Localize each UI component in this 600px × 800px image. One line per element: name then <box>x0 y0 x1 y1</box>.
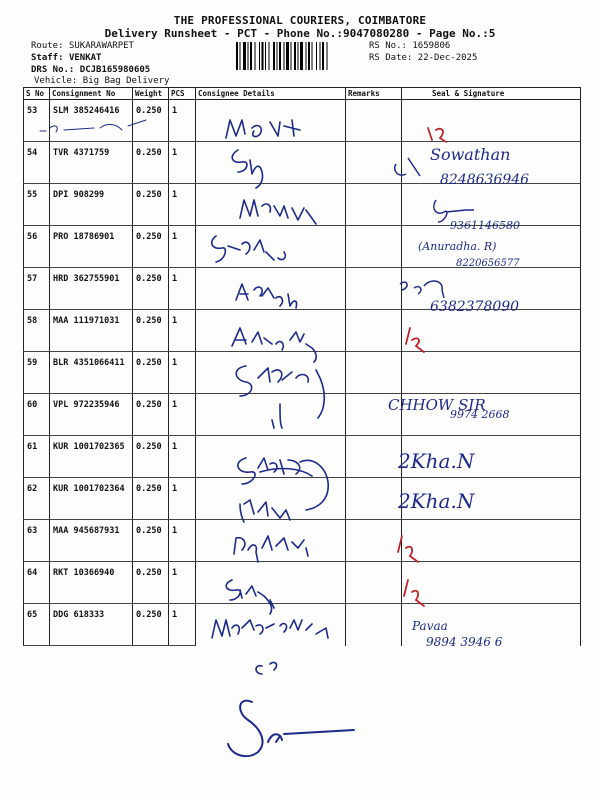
col-seal: Seal & Signature <box>402 88 581 100</box>
cell-sno: 63 <box>24 520 50 562</box>
cell-consignee <box>196 562 346 604</box>
cell-consignee <box>196 100 346 142</box>
cell-consignment: RKT 10366940 <box>50 562 133 604</box>
runsheet-title: Delivery Runsheet - PCT - Phone No.:9047080280 - Page No.:5 <box>104 27 496 40</box>
cell-consignee <box>196 352 346 394</box>
cell-consignee <box>196 604 346 646</box>
table-row <box>24 352 581 394</box>
cell-consignment: MAA 111971031 <box>50 310 133 352</box>
cell-remarks <box>346 436 402 478</box>
col-pcs: PCS <box>169 88 196 100</box>
cell-pcs: 1 <box>169 268 196 310</box>
cell-consignment: VPL 972235946 <box>50 394 133 436</box>
sig-65: Pavaa <box>412 619 448 633</box>
vehicle-value: Big Bag Delivery <box>82 76 170 86</box>
cell-pcs: 1 <box>169 562 196 604</box>
cell-seal <box>402 562 581 604</box>
table-row <box>24 394 581 436</box>
cell-pcs: 1 <box>169 604 196 646</box>
cell-remarks <box>346 268 402 310</box>
cell-remarks <box>346 226 402 268</box>
cell-weight: 0.250 <box>133 394 169 436</box>
cell-pcs: 1 <box>169 100 196 142</box>
rs-date-line <box>369 53 477 64</box>
route-line <box>31 41 134 52</box>
cell-weight: 0.250 <box>133 436 169 478</box>
cell-sno: 55 <box>24 184 50 226</box>
cell-sno: 65 <box>24 604 50 646</box>
cell-seal <box>402 142 581 184</box>
cell-pcs: 1 <box>169 352 196 394</box>
drs-line <box>31 65 150 76</box>
phone-56: 8220656577 <box>456 258 520 269</box>
cell-pcs: 1 <box>169 520 196 562</box>
cell-consignee <box>196 520 346 562</box>
phone-54: 8248636946 <box>440 172 530 188</box>
table-row <box>24 184 581 226</box>
cell-pcs: 1 <box>169 310 196 352</box>
col-consignee: Consignee Details <box>196 88 346 100</box>
cell-sno: 53 <box>24 100 50 142</box>
cell-weight: 0.250 <box>133 562 169 604</box>
cell-remarks <box>346 184 402 226</box>
cell-consignee <box>196 184 346 226</box>
cell-pcs: 1 <box>169 184 196 226</box>
rs-date-label: RS Date: <box>369 53 413 63</box>
table-row <box>24 226 581 268</box>
table-row <box>24 604 581 646</box>
route-value: SUKARAWARPET <box>68 41 134 51</box>
cell-consignment: SLM 385246416 <box>50 100 133 142</box>
sig-61: 2Kha.N <box>398 449 475 473</box>
cell-consignee <box>196 142 346 184</box>
cell-remarks <box>346 604 402 646</box>
cell-seal <box>402 268 581 310</box>
staff-label: Staff: <box>31 53 64 63</box>
col-sno: S No <box>24 88 50 100</box>
cell-pcs: 1 <box>169 142 196 184</box>
cell-weight: 0.250 <box>133 142 169 184</box>
cell-weight: 0.250 <box>133 268 169 310</box>
cell-remarks <box>346 142 402 184</box>
phone-60: 9974 2668 <box>450 408 510 421</box>
cell-consignee <box>196 226 346 268</box>
vehicle-line <box>34 76 169 87</box>
cell-weight: 0.250 <box>133 478 169 520</box>
cell-remarks <box>346 310 402 352</box>
cell-remarks <box>346 100 402 142</box>
table-row <box>24 268 581 310</box>
cell-sno: 60 <box>24 394 50 436</box>
cell-seal <box>402 520 581 562</box>
table-row <box>24 562 581 604</box>
table-row <box>24 436 581 478</box>
staff-line <box>31 53 101 64</box>
cell-weight: 0.250 <box>133 100 169 142</box>
cell-seal <box>402 226 581 268</box>
table-row <box>24 310 581 352</box>
rs-date-value: 22-Dec-2025 <box>417 53 478 63</box>
vehicle-label: Vehicle: <box>34 76 78 86</box>
cell-sno: 61 <box>24 436 50 478</box>
cell-sno: 54 <box>24 142 50 184</box>
cell-weight: 0.250 <box>133 520 169 562</box>
phone-55: 9361146580 <box>450 219 520 232</box>
sig-56: (Anuradha. R) <box>418 240 497 253</box>
cell-remarks <box>346 520 402 562</box>
cell-consignment: DPI 908299 <box>50 184 133 226</box>
company-title: THE PROFESSIONAL COURIERS, COIMBATORE <box>173 14 427 27</box>
cell-sno: 59 <box>24 352 50 394</box>
cell-consignee <box>196 310 346 352</box>
phone-57: 6382378090 <box>430 299 520 315</box>
cell-consignment: KUR 1001702365 <box>50 436 133 478</box>
cell-seal <box>402 184 581 226</box>
cell-seal <box>402 436 581 478</box>
cell-consignment: PRO 18786901 <box>50 226 133 268</box>
rs-no-line <box>369 41 450 52</box>
cell-seal <box>402 100 581 142</box>
runsheet-table <box>23 87 581 646</box>
cell-sno: 58 <box>24 310 50 352</box>
cell-pcs: 1 <box>169 478 196 520</box>
cell-remarks <box>346 394 402 436</box>
cell-sno: 62 <box>24 478 50 520</box>
cell-seal <box>402 310 581 352</box>
cell-sno: 56 <box>24 226 50 268</box>
col-weight: Weight <box>133 88 169 100</box>
cell-consignee <box>196 268 346 310</box>
sig-62: 2Kha.N <box>398 489 475 513</box>
cell-pcs: 1 <box>169 226 196 268</box>
col-consignment: Consignment No <box>50 88 133 100</box>
cell-remarks <box>346 478 402 520</box>
cell-seal <box>402 478 581 520</box>
cell-consignment: BLR 4351066411 <box>50 352 133 394</box>
cell-consignee <box>196 394 346 436</box>
sig-60: CHHOW SIR <box>388 396 486 414</box>
cell-consignee <box>196 478 346 520</box>
col-remarks: Remarks <box>346 88 402 100</box>
cell-seal <box>402 394 581 436</box>
cell-sno: 57 <box>24 268 50 310</box>
cell-sno: 64 <box>24 562 50 604</box>
staff-value: VENKAT <box>68 53 102 63</box>
cell-seal <box>402 604 581 646</box>
cell-consignment: KUR 1001702364 <box>50 478 133 520</box>
rs-no-label: RS No.: <box>369 41 407 51</box>
cell-weight: 0.250 <box>133 352 169 394</box>
barcode <box>236 42 362 70</box>
cell-consignee <box>196 436 346 478</box>
table-row <box>24 478 581 520</box>
cell-remarks <box>346 562 402 604</box>
cell-weight: 0.250 <box>133 604 169 646</box>
cell-weight: 0.250 <box>133 226 169 268</box>
drs-label: DRS No.: <box>31 65 75 75</box>
phone-65: 9894 3946 6 <box>426 635 503 649</box>
sig-54: Sowathan <box>430 145 511 164</box>
route-label: Route: <box>31 41 64 51</box>
cell-remarks <box>346 352 402 394</box>
cell-consignment: TVR 4371759 <box>50 142 133 184</box>
table-row <box>24 142 581 184</box>
cell-weight: 0.250 <box>133 184 169 226</box>
cell-consignment: HRD 362755901 <box>50 268 133 310</box>
table-header-row <box>24 88 581 100</box>
cell-weight: 0.250 <box>133 310 169 352</box>
cell-seal <box>402 352 581 394</box>
cell-pcs: 1 <box>169 394 196 436</box>
table-row <box>24 100 581 142</box>
cell-pcs: 1 <box>169 436 196 478</box>
drs-value: DCJB165980605 <box>79 65 151 75</box>
rs-no-value: 1659806 <box>412 41 451 51</box>
table-row <box>24 520 581 562</box>
cell-consignment: MAA 945687931 <box>50 520 133 562</box>
cell-consignment: DDG 618333 <box>50 604 133 646</box>
